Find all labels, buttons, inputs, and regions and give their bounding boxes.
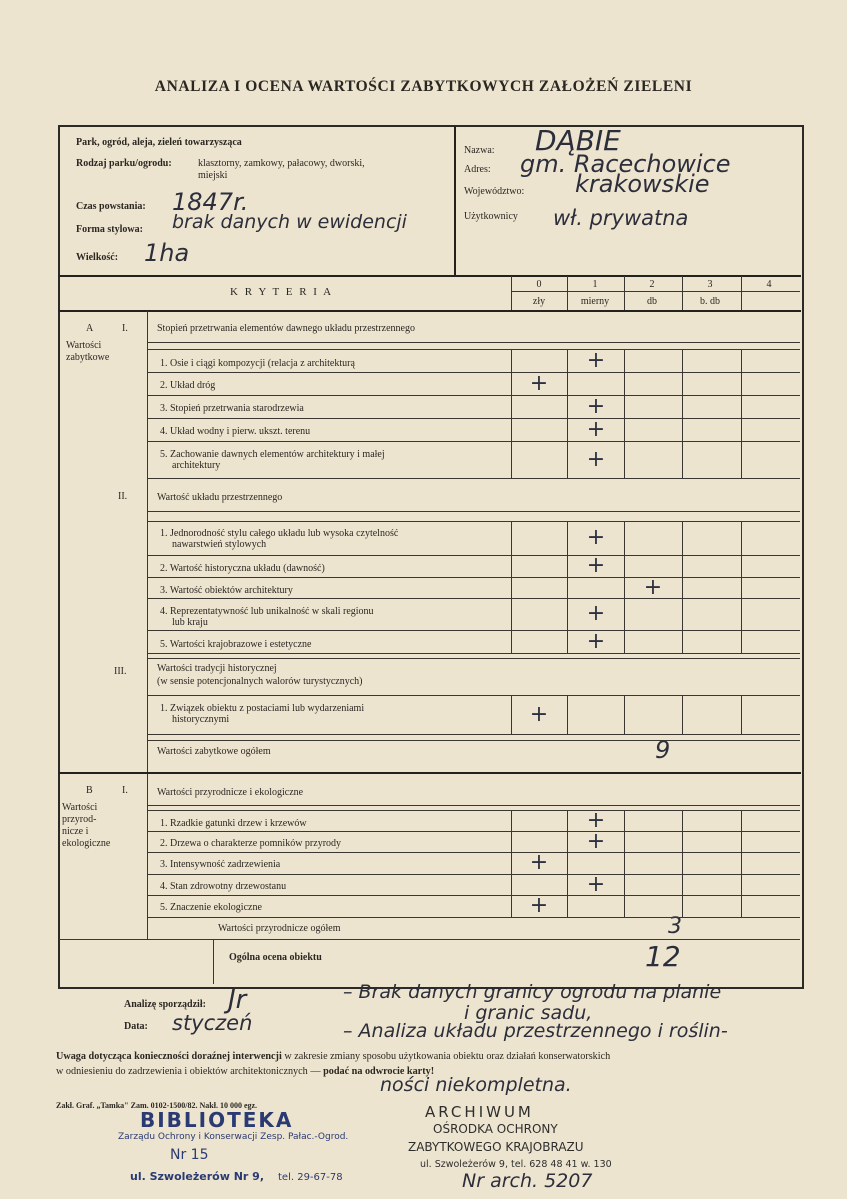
b-row-3-col-2	[624, 852, 625, 874]
b-row-4-top	[148, 874, 800, 875]
b-row-4-col-2	[624, 874, 625, 895]
b-item-4: 4. Stan zdrowotny drzewostanu	[160, 881, 287, 892]
a1-row-4-col-2	[624, 418, 625, 441]
library-stamp-title: BIBLIOTEKA	[140, 1108, 294, 1132]
warning-line-2	[56, 1066, 434, 1078]
style-value: brak danych w ewidencji	[172, 211, 407, 233]
a2-item-2: 2. Wartość historyczna układu (dawność)	[160, 563, 325, 574]
a1-item-2: 2. Układ dróg	[160, 380, 216, 391]
b-item-1: 1. Rzadkie gatunki drzew i krzewów	[160, 818, 307, 829]
a3-row-1-col-4	[741, 695, 742, 734]
b-row-4-col-0	[511, 874, 512, 895]
group-a3-title-2: (w sensie potencjonalnych walorów turystycznych)	[157, 676, 363, 687]
a1-row-2-col-2	[624, 372, 625, 395]
a1-row-2-col-3	[682, 372, 683, 395]
a1-item-4: 4. Układ wodny i pierw. ukszt. terenu	[160, 426, 311, 437]
b-row-1-col-0	[511, 810, 512, 831]
date-footer-label: Data:	[124, 1021, 148, 1032]
a1-row-2-col-0	[511, 372, 512, 395]
a1-row-2-mark: +	[529, 370, 549, 396]
a1-row-3-col-3	[682, 395, 683, 418]
a2-row-1-top	[148, 521, 800, 522]
a1-item-3: 3. Stopień przetrwania starodrzewia	[160, 403, 304, 414]
group-b-title: Wartości przyrodnicze i ekologiczne	[157, 787, 304, 798]
a1-row-4-mark: +	[586, 416, 606, 442]
date-footer-value: styczeń	[172, 1011, 253, 1035]
a2-row-4-col-3	[682, 598, 683, 630]
a3-item-1b: historycznymi	[172, 714, 230, 725]
a1-row-1-mark: +	[586, 347, 606, 373]
a2-row-4-col-4	[741, 598, 742, 630]
a2-row-3-col-1	[567, 577, 568, 598]
b-row-4-col-4	[741, 874, 742, 895]
a2-row-2-col-0	[511, 555, 512, 577]
a3-row-1-col-0	[511, 695, 512, 734]
col-line-2-head	[624, 276, 625, 310]
header-bottom-line	[59, 275, 801, 277]
score-4-num: 4	[766, 279, 772, 290]
b-row-4-col-3	[682, 874, 683, 895]
b-row-5-col-0	[511, 895, 512, 917]
score-3-label: b. db	[700, 296, 720, 307]
b-row-1-mark: +	[586, 807, 606, 833]
a1-row-5-col-3	[682, 441, 683, 478]
b-row-3-col-4	[741, 852, 742, 874]
a2-row-3-col-0	[511, 577, 512, 598]
library-stamp-line5: tel. 29-67-78	[278, 1172, 343, 1183]
a3-row-1-col-2	[624, 695, 625, 734]
score-3-num: 3	[707, 279, 713, 290]
note-3: ności niekompletna.	[380, 1074, 572, 1096]
b-label-bottom-line	[59, 939, 149, 940]
park-kind-label: Rodzaj parku/ogrodu:	[76, 158, 172, 169]
a1-row-5-col-2	[624, 441, 625, 478]
a-total-value: 9	[655, 736, 671, 764]
a1-row-5-top	[148, 441, 800, 442]
a2-row-5-col-1	[567, 630, 568, 653]
group-a1-title-line	[148, 342, 800, 343]
address-label: Adres:	[464, 164, 491, 175]
score-1-label: mierny	[580, 296, 610, 307]
b-row-5-col-1	[567, 895, 568, 917]
group-a3-title-1: Wartości tradycji historycznej	[157, 663, 277, 674]
a1-row-1-col-4	[741, 349, 742, 372]
a3-row-1-bottom	[148, 734, 800, 735]
a2-item-1: 1. Jednorodność stylu całego układu lub wysoka czytelność	[160, 528, 399, 539]
a1-row-1-col-3	[682, 349, 683, 372]
section-b-name-1: Wartości	[62, 802, 98, 813]
a3-row-1-top	[148, 695, 800, 696]
a3-row-1-mark: +	[529, 701, 549, 727]
b-row-2-col-0	[511, 831, 512, 852]
score-1-num: 1	[592, 279, 598, 290]
a1-item-1: 1. Osie i ciągi kompozycji (relacja z architekturą	[160, 358, 355, 369]
a1-row-5-bottom	[148, 478, 800, 479]
a1-row-3-col-0	[511, 395, 512, 418]
warning-line-2a: w odniesieniu do zadrzewienia i obiektów architektonicznych —	[56, 1066, 321, 1077]
section-b-name-4: ekologiczne	[62, 838, 111, 849]
a1-row-2-col-4	[741, 372, 742, 395]
a1-item-5b: architektury	[172, 460, 221, 471]
name-label: Nazwa:	[464, 145, 495, 156]
score-2-num: 2	[649, 279, 655, 290]
group-a1-title: Stopień przetrwania elementów dawnego układu przestrzennego	[157, 323, 415, 334]
prepared-value: Jr	[228, 985, 247, 1015]
park-kind-options-2: miejski	[198, 170, 228, 181]
b-row-4-mark: +	[586, 871, 606, 897]
b-row-5-col-2	[624, 895, 625, 917]
a2-row-5-col-3	[682, 630, 683, 653]
b-row-2-col-1	[567, 831, 568, 852]
library-stamp-line4: ul. Szwoleżerów Nr 9,	[130, 1170, 265, 1183]
archive-stamp-title: ARCHIWUM	[425, 1103, 534, 1121]
a3-item-1: 1. Związek obiektu z postaciami lub wydarzeniami	[160, 703, 365, 714]
a2-row-3-top	[148, 577, 800, 578]
prepared-label: Analizę sporządził:	[124, 999, 206, 1010]
criteria-heading: K R Y T E R I A	[230, 286, 334, 298]
a2-row-2-mark: +	[586, 553, 606, 578]
b-total-label: Wartości przyrodnicze ogółem	[218, 923, 341, 934]
a2-row-1-col-3	[682, 521, 683, 555]
a1-row-4-col-4	[741, 418, 742, 441]
group-a2-title-line	[148, 511, 800, 512]
archive-stamp-line3: ZABYTKOWEGO KRAJOBRAZU	[408, 1140, 584, 1154]
a2-item-3: 3. Wartość obiektów architektury	[160, 585, 293, 596]
a2-row-5-col-0	[511, 630, 512, 653]
warning-rest: w zakresie zmiany sposobu użytkowania obiektu oraz działań konserwatorskich	[284, 1051, 611, 1062]
note-2: – Analiza układu przestrzennego i roślin-	[343, 1020, 728, 1042]
a2-row-4-top	[148, 598, 800, 599]
b-total-bottom-line	[148, 939, 800, 940]
score-2-label: db	[647, 296, 657, 307]
a2-row-1-col-4	[741, 521, 742, 555]
b-row-5-bottom	[148, 917, 800, 918]
section-a-letter: A	[86, 323, 94, 334]
a2-row-4-col-1	[567, 598, 568, 630]
a1-row-5-col-0	[511, 441, 512, 478]
a3-row-1-col-1	[567, 695, 568, 734]
section-ab-divider	[59, 772, 801, 774]
col-line-3-head	[682, 276, 683, 310]
b-row-3-mark: +	[529, 850, 549, 875]
b-row-2-col-3	[682, 831, 683, 852]
style-label: Forma stylowa:	[76, 224, 143, 235]
header-divider	[454, 126, 456, 275]
library-stamp-line3: Nr 15	[170, 1147, 209, 1163]
b-total-value: 3	[668, 914, 682, 939]
a2-row-2-col-4	[741, 555, 742, 577]
overall-left-line	[213, 940, 214, 984]
b-row-1-col-2	[624, 810, 625, 831]
archive-stamp-line2: OŚRODKA OCHRONY	[433, 1122, 558, 1136]
a2-row-3-col-2	[624, 577, 625, 598]
b-row-1-col-3	[682, 810, 683, 831]
b-row-3-col-1	[567, 852, 568, 874]
section-a-name-2: zabytkowe	[66, 352, 110, 363]
score-0-num: 0	[536, 279, 542, 290]
a1-row-1-col-2	[624, 349, 625, 372]
b-row-3-top	[148, 852, 800, 853]
a2-row-2-top	[148, 555, 800, 556]
b-item-2: 2. Drzewa o charakterze pomników przyrody	[160, 838, 342, 849]
address-value: gm. Racechowice	[520, 150, 731, 178]
a2-row-5-top	[148, 630, 800, 631]
b-row-3-col-0	[511, 852, 512, 874]
b-row-2-col-4	[741, 831, 742, 852]
section-b-roman: I.	[122, 785, 128, 796]
a1-row-1-col-1	[567, 349, 568, 372]
a2-row-5-col-4	[741, 630, 742, 653]
a1-item-5: 5. Zachowanie dawnych elementów architektury i małej	[160, 449, 385, 460]
warning-line-1	[56, 1051, 610, 1063]
voivodeship-value: krakowskie	[575, 170, 710, 198]
b-row-3-col-3	[682, 852, 683, 874]
a2-item-4b: lub kraju	[172, 617, 208, 628]
b-row-2-col-2	[624, 831, 625, 852]
a3-row-1-col-3	[682, 695, 683, 734]
a-total-label: Wartości zabytkowe ogółem	[157, 746, 271, 757]
library-stamp-line2: Zarządu Ochrony i Konserwacji Zesp. Pałac.-Ogrod.	[118, 1132, 349, 1142]
section-a-roman-3: III.	[114, 666, 127, 677]
a1-row-5-mark: +	[586, 446, 606, 472]
warning-bold: Uwaga dotycząca konieczności doraźnej interwencji	[56, 1051, 282, 1062]
archive-number: Nr arch. 5207	[462, 1170, 593, 1192]
a1-row-2-top	[148, 372, 800, 373]
a2-item-5: 5. Wartości krajobrazowe i estetyczne	[160, 639, 312, 650]
col-line-4-head	[741, 276, 742, 310]
a1-row-5-col-4	[741, 441, 742, 478]
a2-row-2-col-1	[567, 555, 568, 577]
a2-row-2-col-3	[682, 555, 683, 577]
b-row-2-mark: +	[586, 828, 606, 854]
a-total-top-line	[148, 740, 800, 741]
a2-row-3-col-4	[741, 577, 742, 598]
section-a-name-1: Wartości	[66, 340, 102, 351]
a1-row-3-col-1	[567, 395, 568, 418]
users-label: Użytkownicy	[464, 211, 518, 222]
b-row-5-top	[148, 895, 800, 896]
a2-row-1-col-0	[511, 521, 512, 555]
archive-stamp-line4: ul. Szwoleżerów 9, tel. 628 48 41 w. 130	[420, 1159, 612, 1170]
a2-row-1-col-1	[567, 521, 568, 555]
section-a-roman: I.	[122, 323, 128, 334]
users-value: wł. prywatna	[553, 206, 689, 230]
section-b-letter: B	[86, 785, 93, 796]
date-label: Czas powstania:	[76, 201, 146, 212]
a2-item-1b: nawarstwień stylowych	[172, 539, 267, 550]
a2-item-4: 4. Reprezentatywność lub unikalność w skali regionu	[160, 606, 374, 617]
print-info: Zakł. Graf. „Tamka" Zam. 0102-1500/82. Nakł. 10 000 egz.	[56, 1101, 258, 1110]
b-row-5-col-4	[741, 895, 742, 917]
colhead-bottom-line	[59, 310, 801, 312]
note-1b: i granic sadu,	[464, 1002, 593, 1024]
a1-row-3-col-4	[741, 395, 742, 418]
a2-row-2-col-2	[624, 555, 625, 577]
voivodeship-label: Województwo:	[464, 186, 525, 197]
section-b-name-2: przyrod-	[62, 814, 97, 825]
a1-row-1-col-0	[511, 349, 512, 372]
page-title: ANALIZA I OCENA WARTOŚCI ZABYTKOWYCH ZAŁOŻEŃ ZIELENI	[154, 78, 693, 95]
date-value: 1847r.	[172, 188, 249, 216]
a2-row-1-mark: +	[586, 525, 606, 550]
a1-row-4-col-1	[567, 418, 568, 441]
b-row-1-col-1	[567, 810, 568, 831]
a2-row-3-col-3	[682, 577, 683, 598]
b-item-5: 5. Znaczenie ekologiczne	[160, 902, 262, 913]
a2-row-3-mark: +	[643, 574, 663, 600]
a2-row-4-col-0	[511, 598, 512, 630]
overall-value: 12	[645, 940, 681, 973]
warning-line-2b: podać na odwrocie karty!	[323, 1066, 435, 1077]
size-value: 1ha	[144, 239, 190, 267]
overall-label: Ogólna ocena obiektu	[229, 952, 322, 963]
note-1: – Brak danych granicy ogrodu na planie	[343, 981, 722, 1003]
b-row-4-col-1	[567, 874, 568, 895]
a2-row-5-mark: +	[586, 628, 606, 654]
score-0-label: zły	[532, 296, 546, 307]
group-b-title-line	[148, 805, 800, 806]
b-item-3: 3. Intensywność zadrzewienia	[160, 859, 281, 870]
a1-row-4-top	[148, 418, 800, 419]
a1-row-1-top	[148, 349, 800, 350]
b-row-1-top	[148, 810, 800, 811]
a1-row-3-top	[148, 395, 800, 396]
b-row-5-col-3	[682, 895, 683, 917]
a1-row-4-col-0	[511, 418, 512, 441]
a2-row-4-col-2	[624, 598, 625, 630]
name-value: DĄBIE	[535, 124, 621, 157]
b-row-1-col-4	[741, 810, 742, 831]
col-line-1-head	[567, 276, 568, 310]
b-row-2-top	[148, 831, 800, 832]
col-line-0-head	[511, 276, 512, 310]
group-a2-title: Wartość układu przestrzennego	[157, 492, 283, 503]
a1-row-4-col-3	[682, 418, 683, 441]
a1-row-2-col-1	[567, 372, 568, 395]
section-a-roman-2: II.	[118, 491, 128, 502]
a2-row-1-col-2	[624, 521, 625, 555]
a1-row-3-mark: +	[586, 393, 606, 419]
colhead-mid-line	[511, 291, 800, 292]
a1-row-5-col-1	[567, 441, 568, 478]
a2-row-5-bottom	[148, 653, 800, 654]
a1-row-3-col-2	[624, 395, 625, 418]
a2-row-4-mark: +	[586, 601, 606, 626]
b-row-5-mark: +	[529, 893, 549, 918]
section-b-name-3: nicze i	[62, 826, 89, 837]
group-a3-top-line	[148, 658, 800, 659]
a2-row-5-col-2	[624, 630, 625, 653]
park-kind-options: klasztorny, zamkowy, pałacowy, dworski,	[198, 158, 365, 169]
size-label: Wielkość:	[76, 252, 119, 263]
section-label-divider	[147, 311, 148, 939]
park-type-label: Park, ogród, aleja, zieleń towarzysząca	[76, 137, 242, 148]
